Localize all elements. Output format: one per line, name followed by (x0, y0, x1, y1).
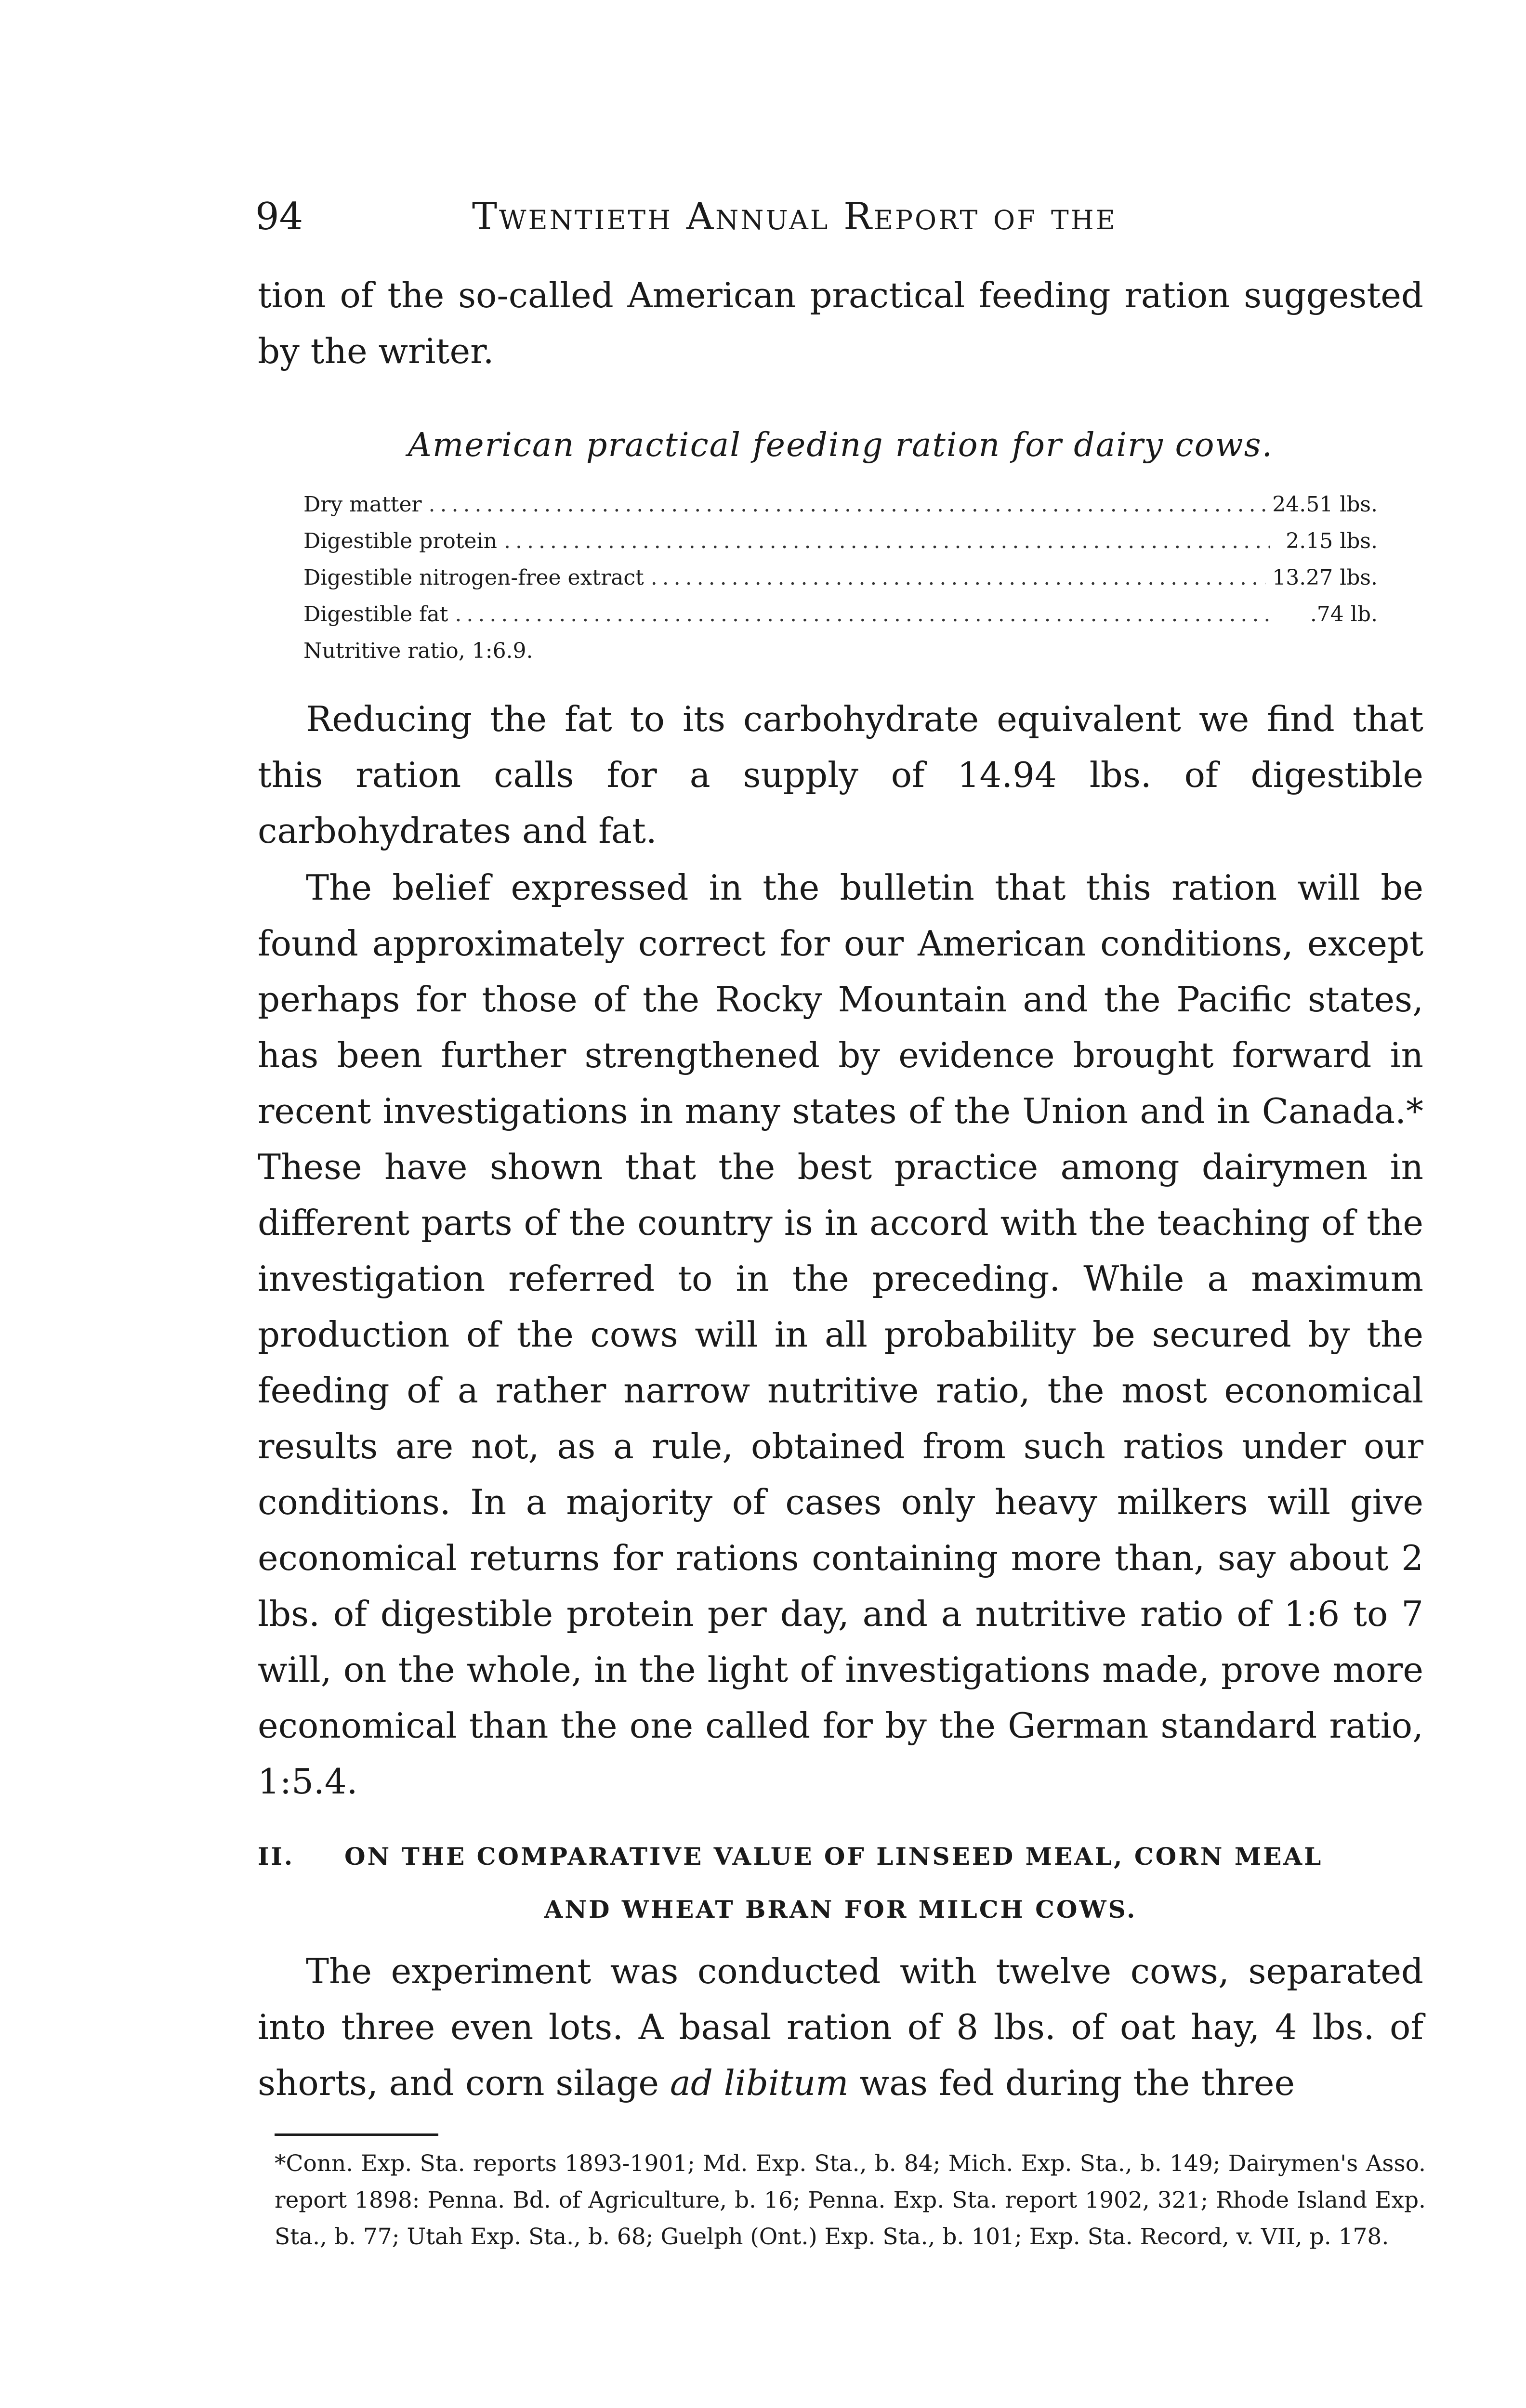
section-heading-line1 (258, 1830, 1423, 1883)
ration-label: Digestible protein (303, 529, 497, 553)
leader-dots (651, 560, 1266, 596)
paragraph-reduce: Reducing the fat to its carbohydrate equivalent we find that this ration calls for a supply of 14.94 lbs. of digestible carbohydrates and fat. (258, 699, 1423, 851)
ration-value: 24.51 lbs. (1272, 492, 1378, 517)
page-number: 94 (255, 195, 303, 238)
ration-value: .74 lb. (1310, 602, 1378, 627)
ration-table (303, 486, 1378, 669)
running-header (255, 190, 1219, 243)
latin-phrase: ad libitum (670, 2063, 849, 2103)
section-heading (258, 1830, 1423, 1936)
ration-row-dry-matter (303, 486, 1378, 523)
experiment-text: The experiment was conducted with twelve cows, separated into three even lots. A basal ration of 8 lbs. of oat hay, 4 lbs. of shorts, and corn silage ad libitum was fed during the three (258, 1951, 1423, 2103)
footnote: *Conn. Exp. Sta. reports 1893-1901; Md. Exp. Sta., b. 84; Mich. Exp. Sta., b. 149; Dairymen's Asso. report 1898: Penna. Bd. of Agriculture, b. 16; Penna. Exp. Sta. report 1902, 321; Rhode Island Exp. Sta., b. 77; Utah Exp. Sta., b. 68; Guelph (Ont.) Exp. Sta., b. 101; Exp. Sta. Record, v. VII, p. 178. (275, 2150, 1426, 2250)
section-numeral: II. (258, 1842, 295, 1871)
paragraph-belief: The belief expressed in the bulletin that this ration will be found approximately correct for our American conditions, except perhaps for those of the Rocky Mountain and the Pacific states, has been further strengthened by evidence brought forward in recent investigations in many states of the Union and in Canada.* These have shown that the best practice among dairymen in different parts of the country is in accord with the teaching of the investigation referred to in the preceding. While a maximum production of the cows will in all probability be secured by the feeding of a rather narrow nutritive ratio, the most economical results are not, as a rule, obtained from such ratios under our conditions. In a majority of cases only heavy milkers will give economical returns for rations containing more than, say about 2 lbs. of digestible protein per day, and a nutritive ratio of 1:6 to 7 will, on the whole, in the light of investigations made, prove more economical than the one called for by the German standard ratio, 1:5.4. (258, 867, 1423, 1802)
leader-dots (429, 486, 1266, 523)
ration-label: Digestible fat (303, 602, 448, 627)
running-title: Twentieth Annual Report of the (472, 195, 1117, 238)
section-title-line1: ON THE COMPARATIVE VALUE OF LINSEED MEAL, CORN MEAL (344, 1842, 1323, 1871)
leader-dots (504, 523, 1270, 560)
ration-table-title: American practical feeding ration for dairy cows. (408, 426, 1274, 464)
ration-row-digestible-protein (303, 523, 1378, 560)
ration-value: 13.27 lbs. (1272, 565, 1378, 590)
ration-row-nutritive-ratio (303, 633, 1378, 669)
paragraph-intro: tion of the so-called American practical feeding ration suggested by the writer. (258, 275, 1423, 371)
leader-dots (455, 596, 1270, 633)
ration-label: Dry matter (303, 492, 422, 517)
ration-value: 2.15 lbs. (1286, 529, 1378, 553)
ration-row-nitrogen-free-extract (303, 560, 1378, 596)
ration-row-digestible-fat (303, 596, 1378, 633)
paragraph-experiment (258, 1943, 1423, 2111)
footnote-divider (275, 2133, 438, 2136)
ration-label: Digestible nitrogen-free extract (303, 565, 644, 590)
section-title-line2: AND WHEAT BRAN FOR MILCH COWS. (544, 1895, 1137, 1924)
nutritive-ratio: Nutritive ratio, 1:6.9. (303, 639, 533, 663)
